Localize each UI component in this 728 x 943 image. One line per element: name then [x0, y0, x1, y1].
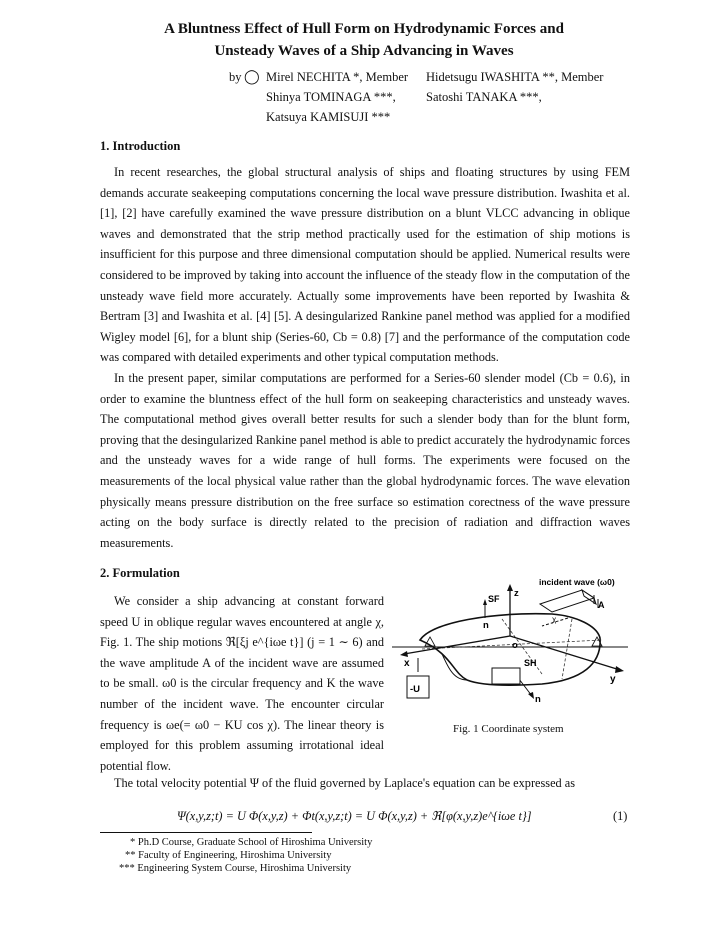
velocity-label: -U [410, 684, 421, 695]
y-axis-label: y [610, 674, 616, 685]
author-kamisuji: Katsuya KAMISUJI *** [266, 110, 391, 124]
paper-title-line-2: Unsteady Waves of a Ship Advancing in Waves [214, 43, 514, 59]
dashed-axis-2 [562, 619, 572, 679]
intro-paragraph-1: In recent researches, the global structural analysis of ships and floating structures by using FEM demands accurate seakeeping computations concerning the local wave pressure distribution. Iwashita et al. [1], [2] have carefully examined the wave pressure distribution on a blunt VLCC advancing in oblique waves and demonstrated that the strip method practically used for the estimation of ship motions is insufficient for this purpose and three dimensional computation should be applied. Numerical results were considered to be improved by taking into account the influence of the steady flow in the computation of the unsteady wave field more accurately. Actually some improvements have been reported by Iwashita & Bertram [3] and Iwashita et al. [4] [5]. A desingularized Rankine panel method was applied for a modified Wigley model [6], for a blunt ship (Series-60, Cb = 0.8) [7] and the performance of the computation code was compared with detailed experiments and other typical computation methods. [100, 165, 630, 365]
x-axis-arrow-icon [400, 651, 408, 657]
figure-caption: Fig. 1 Coordinate system [453, 723, 564, 735]
x-axis-label: x [404, 658, 410, 669]
paper-title-line-1: A Bluntness Effect of Hull Form on Hydrodynamic Forces and [164, 21, 564, 37]
author-nechita: Mirel NECHITA *, Member [266, 70, 409, 84]
equation-number: (1) [613, 809, 628, 823]
author-iwashita: Hidetsugu IWASHITA **, Member [426, 70, 604, 84]
footnote-3: *** Engineering System Course, Hiroshima University [119, 863, 352, 874]
intro-paragraph-2: In the present paper, similar computations are performed for a Series-60 slender model (Cb = 0.6), in order to examine the bluntness effect of the hull form on seakeeping characteristics and unsteady waves. The computational method gives overall better results for such a slender body than for the blunt form, proving that the desingularized Rankine panel method is able to predict accurately the hydrodynamic forces and the unsteady waves for a wide range of hull forms. The experiments were focused on the measurements of the local physical value rather than the global hydrodynamic forces. The wave elevation physically means pressure distribution on the free surface so estimation corectness of the wave pressure acting on the body surface is directly related to the precision of radiation and diffraction waves measurements. [100, 370, 630, 550]
presenter-circle-icon: ◯ [244, 70, 260, 85]
incident-wave-symbol [540, 590, 598, 626]
angle-label: χ [552, 615, 557, 624]
hull-normal-label: n [535, 694, 541, 705]
coordinate-system-figure [392, 574, 628, 714]
amplitude-label: A [598, 600, 605, 610]
section-heading-formulation: 2. Formulation [100, 566, 180, 580]
normal-label: n [483, 620, 489, 631]
section-heading-introduction: 1. Introduction [100, 139, 181, 153]
hull-surface-label: SH [524, 658, 537, 668]
z-axis-label: z [514, 588, 519, 599]
author-tanaka: Satoshi TANAKA ***, [426, 90, 542, 104]
origin-label: o [512, 640, 518, 651]
surface-normal-arrow-icon [483, 599, 487, 605]
introduction-body [100, 162, 630, 553]
footnote-1: * Ph.D Course, Graduate School of Hiroshima University [130, 837, 373, 848]
free-surface-label: SF [488, 594, 500, 604]
equation-1: Ψ(x,y,z;t) = U Φ(x,y,z) + Φt(x,y,z;t) = U Φ(x,y,z) + ℜ[φ(x,y,z)e^{iωe t}] [177, 809, 532, 823]
formulation-body-narrow [100, 591, 384, 776]
footnote-rule [100, 832, 312, 833]
hull-surface-box [492, 668, 520, 684]
z-axis-arrow-icon [507, 584, 513, 591]
formulation-paragraph-1: We consider a ship advancing at constant forward speed U in oblique regular waves encountered at angle χ, Fig. 1. The ship motions ℜ[ξj e^{iωe t}] (j = 1 ∼ 6) and the wave amplitude A of the incident wave are assumed to be small. ω0 is the circular frequency and K the wave number of the incident wave. The encounter circular frequency is ωe(= ω0 − KU cos χ). The linear theory is employed for this problem assuming irrotational ideal potential flow. [100, 594, 384, 773]
formulation-body-wide [100, 773, 630, 794]
y-axis-arrow-icon [615, 666, 624, 673]
author-by: by [229, 70, 242, 84]
footnote-2: ** Faculty of Engineering, Hiroshima University [125, 850, 332, 861]
hull-normal-arrow-icon [528, 692, 534, 699]
formulation-paragraph-2: The total velocity potential Ψ of the fluid governed by Laplace's equation can be expressed as [114, 776, 575, 790]
author-tominaga: Shinya TOMINAGA ***, [266, 90, 396, 104]
incident-wave-label: incident wave (ω0) [539, 577, 615, 587]
